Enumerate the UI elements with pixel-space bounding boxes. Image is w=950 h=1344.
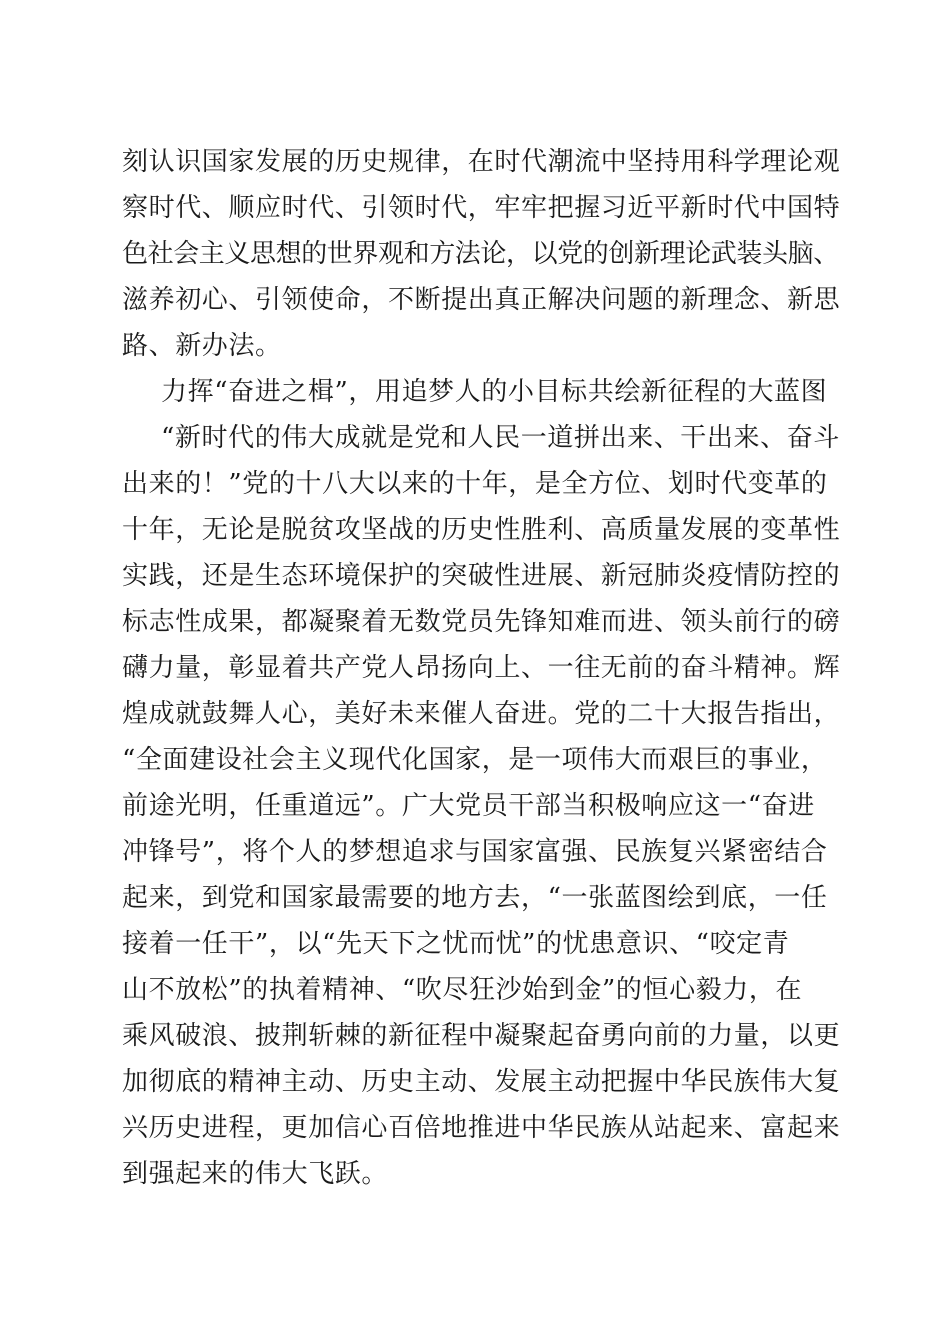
text-line: 色社会主义思想的世界观和方法论，以党的创新理论武装头脑、 xyxy=(122,239,839,269)
text-line: 加彻底的精神主动、历史主动、发展主动把握中华民族伟大复 xyxy=(122,1067,841,1097)
section-heading: 力挥“奋进之楫”，用追梦人的小目标共绘新征程的大蓝图 xyxy=(161,377,828,407)
text-line: 实践，还是生态环境保护的突破性进展、新冠肺炎疫情防控的 xyxy=(122,561,841,591)
text-line: 起来，到党和国家最需要的地方去，“一张蓝图绘到底，一任 xyxy=(122,883,828,913)
text-line: 察时代、顺应时代、引领时代，牢牢把握习近平新时代中国特 xyxy=(122,193,841,223)
text-line: 接着一任干”，以“先天下之忧而忧”的忧患意识、“咬定青 xyxy=(122,929,790,959)
text-line: 十年，无论是脱贫攻坚战的历史性胜利、高质量发展的变革性 xyxy=(122,515,841,545)
text-line: 兴历史进程，更加信心百倍地推进中华民族从站起来、富起来 xyxy=(122,1113,841,1143)
text-line: 礴力量，彰显着共产党人昂扬向上、一往无前的奋斗精神。辉 xyxy=(122,653,841,683)
text-line: 到强起来的伟大飞跃。 xyxy=(122,1159,389,1189)
text-line: “全面建设社会主义现代化国家，是一项伟大而艰巨的事业， xyxy=(122,745,828,775)
text-line: 山不放松”的执着精神、“吹尽狂沙始到金”的恒心毅力，在 xyxy=(122,975,803,1005)
text-line: 标志性成果，都凝聚着无数党员先锋知难而进、领头前行的磅 xyxy=(122,607,841,637)
text-line: 路、新办法。 xyxy=(122,331,282,361)
text-line: 冲锋号”，将个人的梦想追求与国家富强、民族复兴紧密结合 xyxy=(122,837,828,867)
text-line: 前途光明，任重道远”。广大党员干部当积极响应这一“奋进 xyxy=(122,791,815,821)
text-line: 滋养初心、引领使命，不断提出真正解决问题的新理念、新思 xyxy=(122,285,841,315)
text-line: “新时代的伟大成就是党和人民一道拼出来、干出来、奋斗 xyxy=(161,423,840,453)
text-line: 出来的！”党的十八大以来的十年，是全方位、划时代变革的 xyxy=(122,469,828,499)
text-line: 乘风破浪、披荆斩棘的新征程中凝聚起奋勇向前的力量，以更 xyxy=(122,1021,841,1051)
text-line: 刻认识国家发展的历史规律，在时代潮流中坚持用科学理论观 xyxy=(122,147,841,177)
text-line: 煌成就鼓舞人心，美好未来催人奋进。党的二十大报告指出， xyxy=(122,699,841,729)
